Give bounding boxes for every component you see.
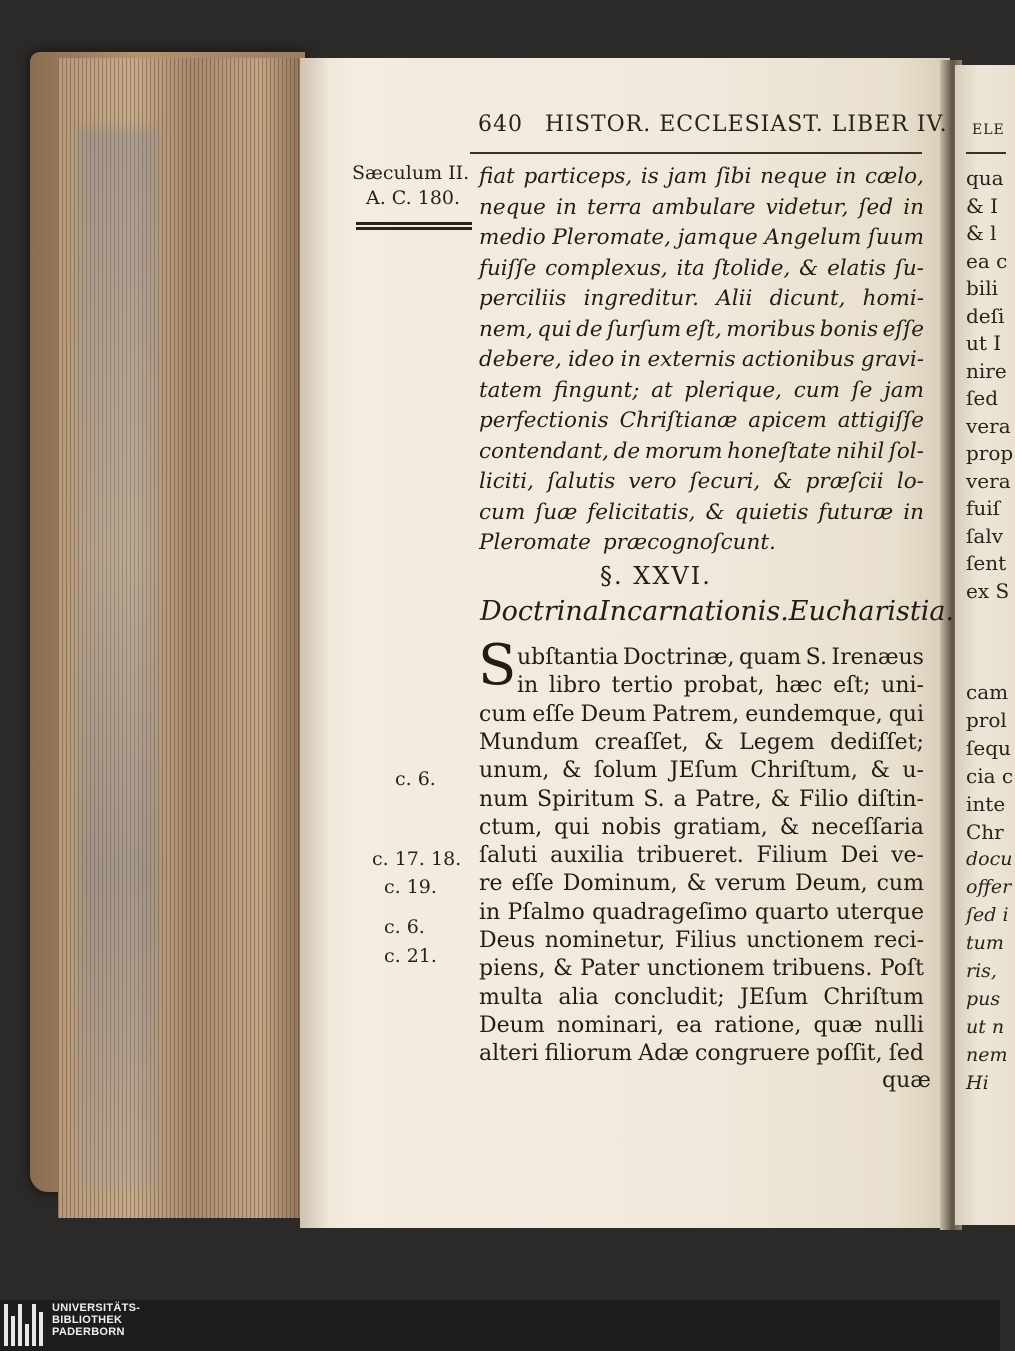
word: cum xyxy=(479,701,527,727)
word: Chriſtianæ xyxy=(619,408,738,433)
word: qui xyxy=(554,814,590,840)
word: moribus xyxy=(726,316,816,342)
word: uterque xyxy=(836,899,924,925)
word: elatis xyxy=(827,255,887,281)
word: & xyxy=(779,814,800,840)
word: S. xyxy=(643,786,665,812)
word: eundemque, xyxy=(745,701,883,727)
word: Mundum xyxy=(479,729,579,755)
right-page-line: ea c xyxy=(966,248,1008,273)
running-head xyxy=(478,112,948,148)
text-line xyxy=(517,672,924,702)
word: Deum, xyxy=(794,871,868,897)
word: nominetur, xyxy=(544,928,666,953)
text-line xyxy=(479,814,924,844)
word: at xyxy=(651,377,673,403)
word: unum, xyxy=(479,758,550,784)
word: de xyxy=(576,316,603,342)
word: & xyxy=(705,499,725,525)
text-line xyxy=(479,927,924,957)
section-title-word: Eucharistia. xyxy=(788,596,955,627)
right-page-head: ELE xyxy=(972,122,1005,138)
right-page-line: nem xyxy=(966,1044,1008,1066)
word: particeps, xyxy=(523,164,633,189)
word: fingunt; xyxy=(553,377,640,403)
running-head-title: HISTOR. ECCLESIAST. LIBER IV. xyxy=(545,112,948,137)
word: u- xyxy=(902,758,924,784)
word: & xyxy=(553,956,573,982)
word: JEſum xyxy=(740,984,809,1010)
word: ſalutis xyxy=(547,469,616,494)
right-page-line: docu xyxy=(966,848,1013,870)
word: Poſt xyxy=(879,956,924,982)
word: re xyxy=(479,871,503,897)
word: ratione, xyxy=(714,1012,802,1038)
text-line xyxy=(479,899,924,929)
right-page-line: ris, xyxy=(966,960,997,982)
section-title-word: Incarnationis. xyxy=(598,596,789,627)
word: Pſalmo xyxy=(507,899,585,925)
right-page-line: vera xyxy=(966,413,1011,438)
text-line xyxy=(479,346,924,376)
library-logo-icon xyxy=(4,1304,48,1346)
text-line xyxy=(479,194,924,224)
right-page-line: ſed xyxy=(966,386,999,410)
word: cælo, xyxy=(865,164,924,189)
page-edges xyxy=(58,58,306,1218)
word: Chriſtum xyxy=(823,984,924,1010)
word: is xyxy=(640,164,659,189)
right-page-line: ex S xyxy=(966,578,1010,603)
right-page-line: cia c xyxy=(966,764,1014,788)
library-footer xyxy=(0,1300,1000,1351)
word: perciliis xyxy=(479,286,567,311)
word: eſt; xyxy=(833,673,871,699)
word: videtur, xyxy=(765,194,849,220)
word: externis xyxy=(647,347,736,372)
word: Patrem, xyxy=(652,701,740,727)
text-line xyxy=(479,407,924,437)
word: vero xyxy=(628,469,677,494)
word: actionibus xyxy=(741,347,855,372)
library-name xyxy=(52,1302,140,1338)
word: eſt, xyxy=(685,316,722,342)
word: Filium xyxy=(756,843,828,869)
right-page-line: Chr xyxy=(966,820,1004,844)
word: auxilia xyxy=(550,843,624,869)
text-line xyxy=(479,499,924,529)
word: nobis xyxy=(601,814,662,840)
word: neque xyxy=(479,194,546,220)
word: alteri xyxy=(479,1041,539,1067)
right-page-line: qua xyxy=(966,166,1004,190)
word: in xyxy=(556,194,577,220)
right-page-rule xyxy=(966,152,1006,154)
word: unctionem xyxy=(646,956,765,982)
word: & xyxy=(704,729,724,755)
word: in xyxy=(517,673,539,699)
margin-citation: c. 19. xyxy=(384,876,437,898)
word: tatem xyxy=(479,377,543,403)
right-page-line: Hi xyxy=(966,1072,989,1094)
word: de xyxy=(613,438,641,464)
word: felicitatis, xyxy=(587,499,696,525)
word: reci- xyxy=(873,928,924,953)
word: bonis xyxy=(819,316,879,342)
right-page-line: nire xyxy=(966,358,1007,383)
text-line xyxy=(479,757,924,787)
word: ſtolide, xyxy=(713,255,791,281)
word: fuiſſe xyxy=(479,255,537,281)
word: complexus, xyxy=(545,255,668,281)
word: filiorum xyxy=(544,1041,633,1067)
catchword: quæ xyxy=(882,1068,931,1093)
word: cum xyxy=(479,499,526,525)
text-line xyxy=(479,316,924,346)
word: ſe xyxy=(851,377,873,403)
word: & xyxy=(561,758,582,784)
word: ſuæ xyxy=(535,499,578,525)
word: & xyxy=(870,758,890,784)
word: honeſtate xyxy=(727,438,832,464)
drop-cap: S xyxy=(478,633,517,698)
word: in xyxy=(620,347,642,372)
word: in xyxy=(479,899,501,925)
text-line xyxy=(479,255,924,285)
text-line xyxy=(479,786,924,816)
word: probat, xyxy=(683,673,765,699)
word: Pleromate, xyxy=(552,225,671,250)
library-name-line: PADERBORN xyxy=(52,1326,125,1338)
text-line xyxy=(479,377,924,407)
right-page-line: ſequ xyxy=(966,736,1011,760)
word: Angelum xyxy=(764,225,862,250)
word: congruere xyxy=(695,1041,811,1067)
word: a xyxy=(673,786,687,812)
word: ubſtantia xyxy=(517,645,619,670)
word: eſſe xyxy=(882,316,924,342)
word: in xyxy=(903,194,924,220)
word: Filio xyxy=(798,786,849,812)
word: & xyxy=(686,871,707,897)
word: quarto xyxy=(754,899,829,925)
word: cum xyxy=(876,871,924,897)
text-line xyxy=(479,729,924,759)
word: perfectionis xyxy=(479,408,609,433)
right-page-line: pus xyxy=(966,988,1001,1010)
word: quam xyxy=(738,645,802,670)
text-line xyxy=(479,163,924,193)
word: piens, xyxy=(479,956,546,982)
word: Pater xyxy=(580,956,640,982)
word: ſol- xyxy=(888,438,924,464)
right-page-line: prol xyxy=(966,708,1007,732)
word: dicunt, xyxy=(769,286,846,311)
word: Deum xyxy=(580,701,647,727)
word: attigiſſe xyxy=(837,408,924,433)
word: tribueret. xyxy=(636,843,744,869)
marbled-edge xyxy=(78,128,158,1188)
word: Deus xyxy=(479,928,536,953)
text-line xyxy=(517,644,924,674)
word: & xyxy=(773,469,793,494)
word: eſſe xyxy=(511,871,554,897)
right-page-line: deſi xyxy=(966,303,1005,328)
right-page-line: vera xyxy=(966,468,1011,493)
word: S. xyxy=(805,645,827,670)
word: ſu- xyxy=(894,255,924,281)
library-name-line: UNIVERSITÄTS- xyxy=(52,1302,141,1314)
text-line xyxy=(479,870,924,900)
word: gravi- xyxy=(860,347,924,372)
word: Dominum, xyxy=(562,871,678,897)
word: jam xyxy=(884,377,924,403)
margin-citation: c. 21. xyxy=(384,945,437,967)
section-number: §. XXVI. xyxy=(600,562,712,590)
right-page-line: ut I xyxy=(966,331,1002,355)
word: ſecuri, xyxy=(689,469,761,494)
word: Irenæus xyxy=(831,645,924,670)
margin-annus: A. C. 180. xyxy=(366,187,461,209)
text-line xyxy=(479,285,924,315)
right-page-line: inte xyxy=(966,792,1006,816)
word: diſtin- xyxy=(857,786,924,812)
word: qui xyxy=(888,701,924,727)
word: in xyxy=(835,164,857,189)
right-page-line: ſalv xyxy=(966,523,1004,548)
page-number: 640 xyxy=(478,112,523,137)
margin-citation: c. 6. xyxy=(384,916,425,938)
word: liciti, xyxy=(479,469,535,494)
word: Patre, xyxy=(695,786,762,812)
right-page-line: ut n xyxy=(966,1016,1005,1038)
word: quadrageſimo xyxy=(592,899,748,925)
word: jamque xyxy=(677,225,758,250)
word: qui xyxy=(537,316,572,342)
word: cum xyxy=(793,377,840,403)
word: Deum xyxy=(479,1012,545,1038)
word: ita xyxy=(676,255,705,281)
word: libro xyxy=(548,673,601,699)
word: morum xyxy=(644,438,723,464)
word: nem, xyxy=(479,316,533,342)
section-title xyxy=(480,596,955,627)
word: JEſum xyxy=(669,758,738,784)
word: eſſe xyxy=(532,701,575,727)
word: jam xyxy=(667,164,708,189)
word: ſed xyxy=(858,194,894,220)
head-rule xyxy=(470,152,922,154)
word: Spiritum xyxy=(536,786,635,812)
word: neque xyxy=(760,164,827,189)
word: alia xyxy=(558,984,599,1010)
word: multa xyxy=(479,984,544,1010)
word: Pleromate xyxy=(479,530,591,555)
right-page-line: & l xyxy=(966,221,997,245)
word: Filius xyxy=(674,928,737,953)
margin-citation: c. 6. xyxy=(395,768,436,790)
right-page-line: ſed i xyxy=(966,904,1009,926)
word: Alii xyxy=(716,286,753,311)
text-line xyxy=(479,529,924,559)
word: futuræ xyxy=(818,499,894,525)
word: fiat xyxy=(479,164,515,189)
text-line xyxy=(479,438,924,468)
word: plerique, xyxy=(684,377,783,403)
word: lo- xyxy=(896,469,924,494)
word: Dei xyxy=(840,843,879,869)
text-line xyxy=(479,1012,924,1042)
word: ſurſum xyxy=(606,316,682,342)
word: ve- xyxy=(891,843,924,869)
text-line xyxy=(479,955,924,985)
text-line xyxy=(479,224,924,254)
margin-ornament-rule xyxy=(356,222,472,232)
word: dediſſet; xyxy=(830,729,924,755)
word: hæc xyxy=(775,673,823,699)
word: apicem xyxy=(748,408,827,433)
word: nulli xyxy=(874,1012,924,1038)
word: ingreditur. xyxy=(583,286,699,311)
right-page-line: offer xyxy=(966,876,1012,898)
word: uni- xyxy=(881,673,924,699)
word: & xyxy=(799,255,819,281)
word: homi- xyxy=(862,286,924,311)
word: num xyxy=(479,786,529,812)
word: quietis xyxy=(734,499,809,525)
word: Legem xyxy=(739,729,815,755)
word: nominari, xyxy=(556,1012,664,1038)
text-line xyxy=(479,842,924,872)
word: terra xyxy=(587,194,642,220)
right-page-line: ſent xyxy=(966,551,1007,575)
text-line xyxy=(479,701,924,731)
word: & xyxy=(770,786,791,812)
text-line xyxy=(479,984,924,1014)
word: ea xyxy=(676,1012,703,1038)
word: tertio xyxy=(611,673,673,699)
word: ideo xyxy=(568,347,615,372)
text-line xyxy=(479,468,924,498)
word: creaſſet, xyxy=(594,729,689,755)
word: ſaluti xyxy=(479,843,538,869)
word: tribuens. xyxy=(772,956,873,982)
word: quæ xyxy=(813,1012,863,1038)
word: unctionem xyxy=(746,928,865,953)
word: nihil xyxy=(835,438,885,464)
right-page-line: & I xyxy=(966,193,999,218)
word: præcognoſcunt. xyxy=(602,530,776,555)
word: ctum, xyxy=(479,814,543,840)
right-page-line: bili xyxy=(966,276,998,300)
word: gratiam, xyxy=(673,814,768,840)
right-page-line: fuiſ xyxy=(966,496,1001,520)
margin-saeculum: Sæculum II. xyxy=(352,162,470,184)
text-line xyxy=(479,1040,924,1070)
margin-citation: c. 17. 18. xyxy=(372,848,462,870)
word: verum xyxy=(715,871,787,897)
right-page-line: prop xyxy=(966,441,1014,465)
right-page-line: cam xyxy=(966,680,1009,704)
section-title-word: Doctrina xyxy=(480,596,599,627)
word: debere, xyxy=(479,347,562,372)
word: concludit; xyxy=(614,984,725,1010)
word: Chriſtum, xyxy=(750,758,858,784)
library-name-line: BIBLIOTHEK xyxy=(52,1314,123,1326)
word: ſolum xyxy=(593,758,658,784)
word: poſſit, xyxy=(816,1041,883,1067)
word: ambulare xyxy=(651,194,756,220)
word: neceſſaria xyxy=(811,814,924,840)
word: in xyxy=(903,499,924,525)
word: Doctrinæ, xyxy=(623,645,735,670)
word: contendant, xyxy=(479,438,609,464)
word: ſuum xyxy=(867,225,924,250)
right-page-line: tum xyxy=(966,932,1004,954)
word: medio xyxy=(479,225,546,250)
word: ſibi xyxy=(715,164,752,189)
word: ſed xyxy=(888,1041,924,1067)
word: præſcii xyxy=(805,469,884,494)
word: Adæ xyxy=(638,1041,689,1067)
